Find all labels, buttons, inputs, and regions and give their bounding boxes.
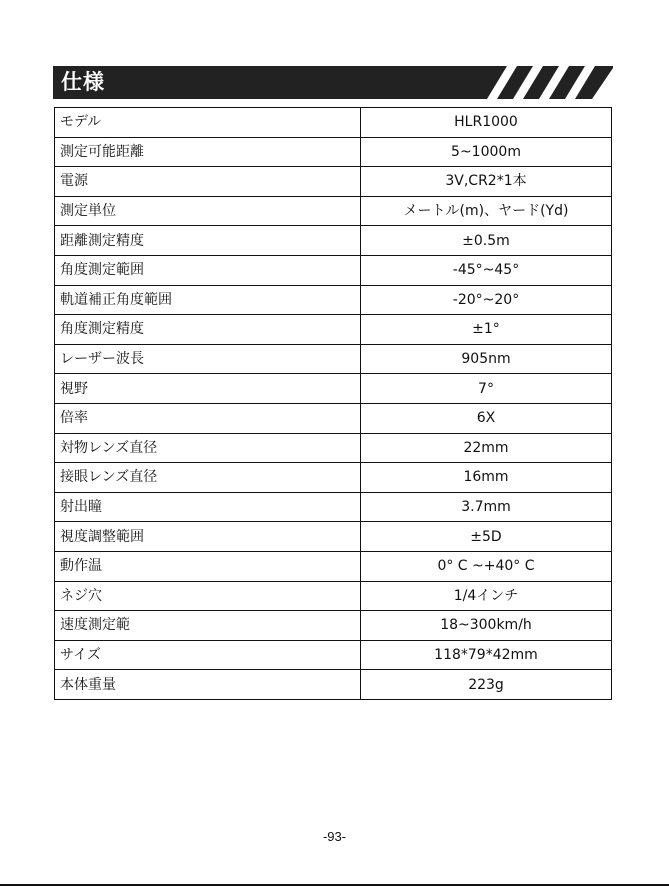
- spec-value: ±1°: [361, 315, 612, 345]
- spec-value: 7°: [361, 374, 612, 404]
- spec-value: 118*79*42mm: [361, 640, 612, 670]
- section-title: 仕様: [61, 70, 105, 94]
- table-row: [55, 611, 612, 641]
- table-row: [55, 403, 612, 433]
- spec-label: 軌道補正角度範囲: [55, 285, 361, 315]
- spec-value: ±0.5m: [361, 226, 612, 256]
- spec-value: 3.7mm: [361, 492, 612, 522]
- table-row: [55, 255, 612, 285]
- section-header: [53, 66, 613, 99]
- spec-value: 905nm: [361, 344, 612, 374]
- spec-value: 1/4インチ: [361, 581, 612, 611]
- spec-label: 視度調整範囲: [55, 522, 361, 552]
- spec-label: ネジ穴: [55, 581, 361, 611]
- table-row: [55, 285, 612, 315]
- spec-label: 距離測定精度: [55, 226, 361, 256]
- table-row: [55, 670, 612, 700]
- spec-label: レーザー波長: [55, 344, 361, 374]
- spec-label: 測定可能距離: [55, 137, 361, 167]
- spec-label: 倍率: [55, 403, 361, 433]
- spec-value: 0° C ~+40° C: [361, 551, 612, 581]
- table-row: [55, 433, 612, 463]
- spec-label: 接眼レンズ直径: [55, 463, 361, 493]
- table-row: [55, 344, 612, 374]
- spec-label: 角度測定範囲: [55, 255, 361, 285]
- spec-value: ±5D: [361, 522, 612, 552]
- spec-label: モデル: [55, 108, 361, 138]
- table-row: [55, 315, 612, 345]
- spec-label: 視野: [55, 374, 361, 404]
- table-row: [55, 492, 612, 522]
- decorative-stripes: [483, 66, 613, 99]
- spec-label: 対物レンズ直径: [55, 433, 361, 463]
- spec-value: -20°~20°: [361, 285, 612, 315]
- spec-value: 18~300km/h: [361, 611, 612, 641]
- spec-value: 5~1000m: [361, 137, 612, 167]
- table-row: [55, 167, 612, 197]
- table-row: [55, 196, 612, 226]
- table-row: [55, 551, 612, 581]
- table-row: [55, 374, 612, 404]
- bottom-divider: [0, 884, 669, 886]
- spec-table: [54, 107, 612, 700]
- spec-label: 電源: [55, 167, 361, 197]
- spec-value: HLR1000: [361, 108, 612, 138]
- spec-value: 16mm: [361, 463, 612, 493]
- table-row: [55, 463, 612, 493]
- stripes-graphic: [483, 66, 613, 99]
- spec-label: 速度測定範: [55, 611, 361, 641]
- spec-value: 6X: [361, 403, 612, 433]
- spec-value: 3V,CR2*1本: [361, 167, 612, 197]
- table-row: [55, 640, 612, 670]
- table-row: [55, 522, 612, 552]
- spec-label: 測定単位: [55, 196, 361, 226]
- spec-label: 角度測定精度: [55, 315, 361, 345]
- spec-value: 223g: [361, 670, 612, 700]
- table-row: [55, 137, 612, 167]
- spec-value: -45°~45°: [361, 255, 612, 285]
- spec-label: 本体重量: [55, 670, 361, 700]
- spec-label: 射出瞳: [55, 492, 361, 522]
- spec-label: サイズ: [55, 640, 361, 670]
- spec-label: 動作温: [55, 551, 361, 581]
- table-row: [55, 581, 612, 611]
- table-row: [55, 226, 612, 256]
- spec-value: 22mm: [361, 433, 612, 463]
- spec-value: メートル(m)、ヤード(Yd): [361, 196, 612, 226]
- table-row: [55, 108, 612, 138]
- page-number: -93-: [322, 829, 347, 844]
